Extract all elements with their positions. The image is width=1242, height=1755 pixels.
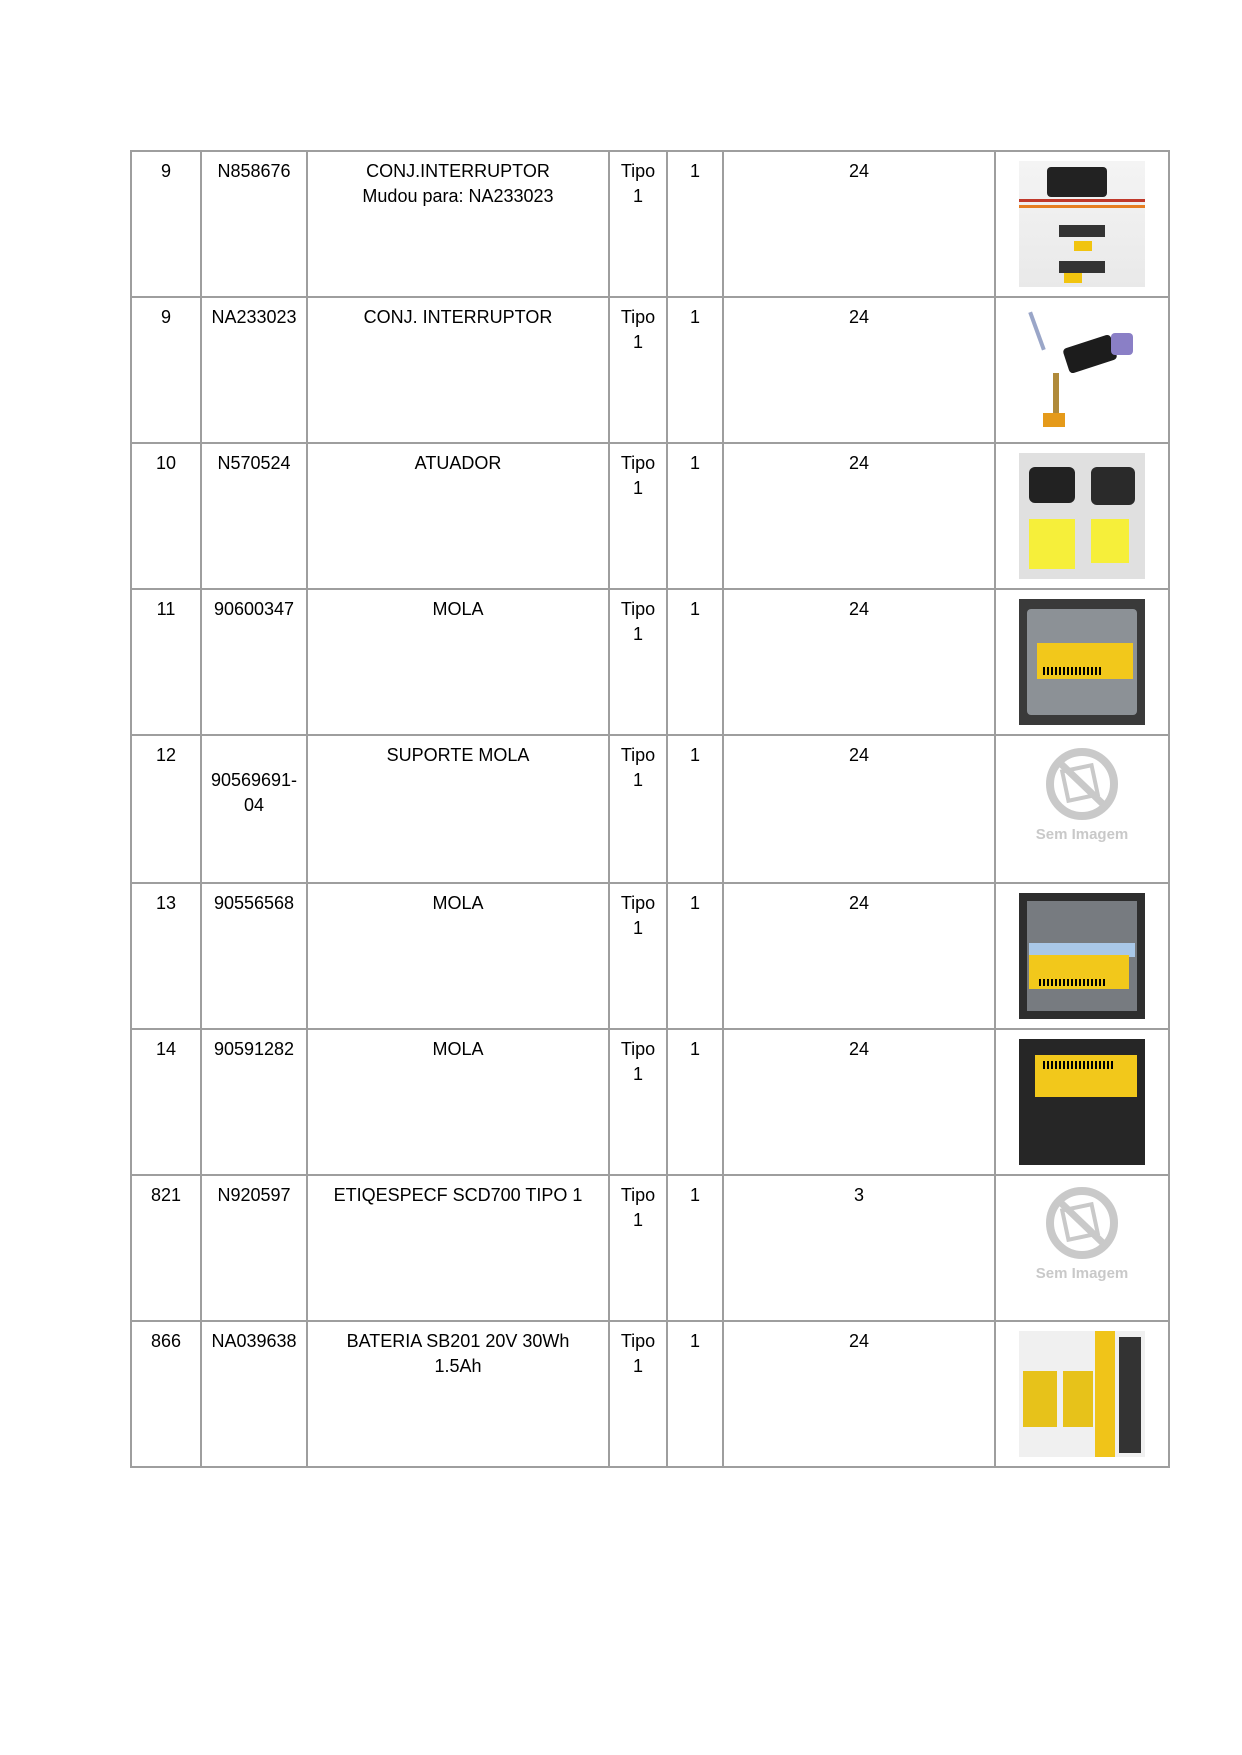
quantity: 1	[667, 735, 723, 883]
part-description	[307, 883, 609, 1029]
description-line-1: BATERIA SB201 20V 30Wh	[346, 1331, 570, 1351]
quantity-2: 24	[723, 1321, 995, 1467]
tipo-cell	[609, 883, 667, 1029]
tipo-label: Tipo	[620, 1331, 656, 1351]
part-description	[307, 735, 609, 883]
quantity-2: 24	[723, 589, 995, 735]
quantity-2: 24	[723, 297, 995, 443]
part-code: N570524	[201, 443, 307, 589]
image-cell	[995, 443, 1169, 589]
quantity: 1	[667, 883, 723, 1029]
item-number: 9	[131, 151, 201, 297]
tipo-value: 1	[632, 1210, 643, 1230]
quantity: 1	[667, 1175, 723, 1321]
quantity: 1	[667, 1029, 723, 1175]
quantity-2: 3	[723, 1175, 995, 1321]
spring-bag-photo-icon	[1019, 893, 1145, 1019]
description-line-1: MOLA	[432, 1039, 484, 1059]
image-cell	[995, 589, 1169, 735]
image-cell	[995, 1175, 1169, 1321]
item-number: 866	[131, 1321, 201, 1467]
part-code: 90600347	[201, 589, 307, 735]
quantity-2: 24	[723, 151, 995, 297]
quantity: 1	[667, 443, 723, 589]
item-number: 9	[131, 297, 201, 443]
table-row	[131, 1175, 1169, 1321]
tipo-cell	[609, 735, 667, 883]
description-line-2: Mudou para: NA233023	[362, 186, 554, 206]
quantity-2: 24	[723, 443, 995, 589]
tipo-value: 1	[632, 918, 643, 938]
part-description	[307, 1029, 609, 1175]
tipo-label: Tipo	[620, 893, 656, 913]
table-row	[131, 883, 1169, 1029]
tipo-value: 1	[632, 186, 643, 206]
image-cell	[995, 297, 1169, 443]
description-line-1: CONJ.INTERRUPTOR	[366, 161, 550, 181]
item-number: 10	[131, 443, 201, 589]
part-code: NA233023	[201, 297, 307, 443]
item-number: 13	[131, 883, 201, 1029]
quantity: 1	[667, 297, 723, 443]
tipo-value: 1	[632, 1064, 643, 1084]
description-line-2: 1.5Ah	[434, 1356, 482, 1376]
tipo-cell	[609, 443, 667, 589]
tipo-label: Tipo	[620, 1185, 656, 1205]
switch-photo-icon	[1019, 307, 1145, 433]
part-description	[307, 589, 609, 735]
quantity: 1	[667, 151, 723, 297]
table-row	[131, 1321, 1169, 1467]
part-description	[307, 1175, 609, 1321]
no-image-label: Sem Imagem	[1035, 826, 1129, 843]
part-code: 90569691-04	[201, 735, 307, 883]
tipo-label: Tipo	[620, 161, 656, 181]
quantity-2: 24	[723, 735, 995, 883]
spring-bag-photo-icon	[1019, 599, 1145, 725]
image-cell	[995, 151, 1169, 297]
tipo-value: 1	[632, 770, 643, 790]
spring-bag-photo-icon	[1019, 1039, 1145, 1165]
switch-photo-icon	[1019, 161, 1145, 287]
table-row	[131, 151, 1169, 297]
image-cell	[995, 1321, 1169, 1467]
quantity-2: 24	[723, 1029, 995, 1175]
tipo-cell	[609, 1321, 667, 1467]
table-row	[131, 735, 1169, 883]
part-description	[307, 297, 609, 443]
part-code: N858676	[201, 151, 307, 297]
quantity-2: 24	[723, 883, 995, 1029]
description-line-1: CONJ. INTERRUPTOR	[363, 307, 553, 327]
tipo-cell	[609, 1029, 667, 1175]
item-number: 11	[131, 589, 201, 735]
part-code: N920597	[201, 1175, 307, 1321]
tipo-label: Tipo	[620, 599, 656, 619]
tipo-label: Tipo	[620, 745, 656, 765]
description-line-1: ETIQESPECF SCD700 TIPO 1	[333, 1185, 583, 1205]
table-row	[131, 297, 1169, 443]
tipo-cell	[609, 297, 667, 443]
tipo-value: 1	[632, 1356, 643, 1376]
tipo-cell	[609, 1175, 667, 1321]
item-number: 12	[131, 735, 201, 883]
tipo-value: 1	[632, 478, 643, 498]
actuator-photo-icon	[1019, 453, 1145, 579]
table-row	[131, 1029, 1169, 1175]
part-code: 90556568	[201, 883, 307, 1029]
image-cell	[995, 883, 1169, 1029]
tipo-value: 1	[632, 624, 643, 644]
part-code: NA039638	[201, 1321, 307, 1467]
part-code: 90591282	[201, 1029, 307, 1175]
quantity: 1	[667, 1321, 723, 1467]
no-image-label: Sem Imagem	[1035, 1265, 1129, 1282]
description-line-1: MOLA	[432, 599, 484, 619]
description-line-1: ATUADOR	[414, 453, 502, 473]
quantity: 1	[667, 589, 723, 735]
table-row	[131, 589, 1169, 735]
part-description	[307, 1321, 609, 1467]
item-number: 14	[131, 1029, 201, 1175]
item-number: 821	[131, 1175, 201, 1321]
part-description	[307, 443, 609, 589]
part-description	[307, 151, 609, 297]
tipo-cell	[609, 589, 667, 735]
no-image-icon	[1019, 1185, 1145, 1311]
table-row	[131, 443, 1169, 589]
battery-photo-icon	[1019, 1331, 1145, 1457]
image-cell	[995, 735, 1169, 883]
tipo-label: Tipo	[620, 1039, 656, 1059]
description-line-1: MOLA	[432, 893, 484, 913]
parts-table	[130, 150, 1170, 1468]
tipo-cell	[609, 151, 667, 297]
tipo-value: 1	[632, 332, 643, 352]
image-cell	[995, 1029, 1169, 1175]
description-line-1: SUPORTE MOLA	[386, 745, 530, 765]
tipo-label: Tipo	[620, 453, 656, 473]
tipo-label: Tipo	[620, 307, 656, 327]
no-image-icon	[1019, 746, 1145, 872]
